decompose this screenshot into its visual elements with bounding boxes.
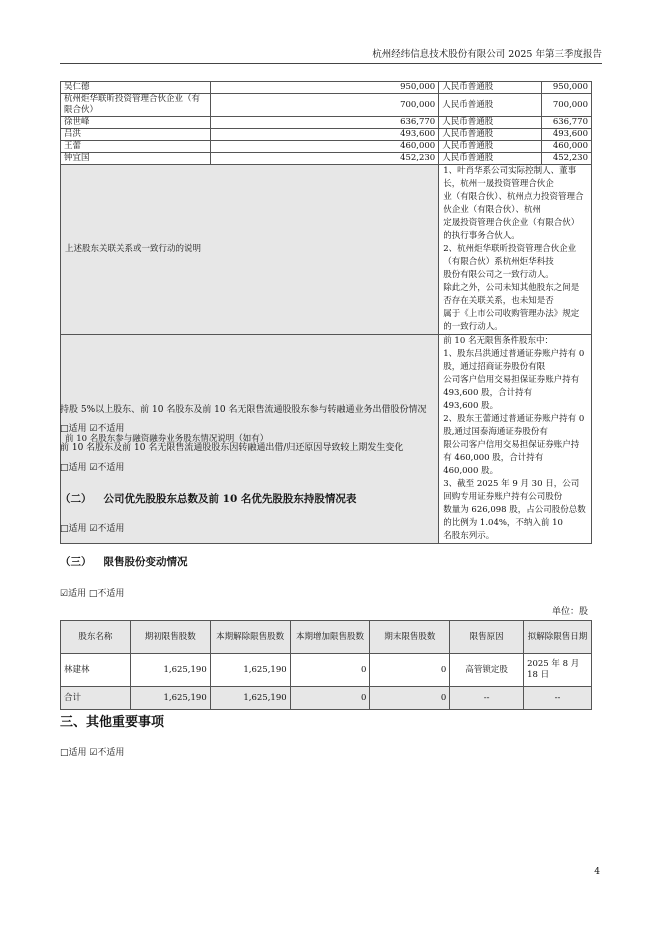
margin-label: 前 10 名股东参与融资融券业务股东情况说明（如有）	[61, 335, 439, 544]
margin-description	[439, 335, 592, 544]
lending-applicability: □适用 ☑不适用	[60, 424, 125, 434]
cell-added: 0	[290, 687, 370, 710]
table-row	[61, 141, 592, 153]
margin-line: 限公司客户信用交易担保证券账户持有 460,000 股，合计持有	[443, 440, 580, 463]
cell-released: 1,625,190	[210, 654, 290, 687]
holder-share-num: 636,770	[542, 117, 592, 129]
relation-line: 2、杭州炬华联昕投资管理合伙企业（有限合伙）系杭州炬华科技	[443, 244, 577, 267]
holder-share-type: 人民币普通股	[439, 129, 542, 141]
relation-label: 上述股东关联关系或一致行动的说明	[61, 165, 439, 335]
col-header: 股东名称	[61, 621, 131, 654]
relation-description	[439, 165, 592, 335]
table-row	[61, 117, 592, 129]
holder-share-num: 493,600	[542, 129, 592, 141]
cell-release-date: 2025 年 8 月 18 日	[524, 654, 592, 687]
holder-qty: 636,770	[210, 117, 439, 129]
col-header: 拟解除限售日期	[524, 621, 592, 654]
holder-qty: 950,000	[210, 82, 439, 94]
table-header-row	[61, 621, 592, 654]
table-row	[61, 654, 592, 687]
section-number: （二）	[60, 493, 92, 505]
relation-line: 除此之外，公司未知其他股东之间是否存在关联关系，也未知是否	[443, 283, 580, 306]
holder-share-type: 人民币普通股	[439, 94, 542, 117]
margin-line: 1、股东吕洪通过普通证券账户持有 0 股，通过招商证券股份有限	[443, 349, 585, 372]
holder-share-num: 700,000	[542, 94, 592, 117]
margin-line: 前 10 名无限售条件股东中：	[443, 336, 553, 346]
holder-name: 王蕾	[61, 141, 211, 153]
holder-qty: 452,230	[210, 153, 439, 165]
header-rule	[60, 63, 602, 64]
col-header: 限售原因	[450, 621, 524, 654]
margin-line: 公司客户信用交易担保证券账户持有 493,600 股，合计持有	[443, 375, 580, 398]
holder-share-type: 人民币普通股	[439, 117, 542, 129]
cell-begin: 1,625,190	[130, 654, 210, 687]
section-title: 限售股份变动情况	[103, 556, 188, 568]
cell-added: 0	[290, 654, 370, 687]
col-header: 本期解除限售股数	[210, 621, 290, 654]
restricted-shares-table	[60, 620, 592, 710]
table-row	[61, 129, 592, 141]
holder-qty: 700,000	[210, 94, 439, 117]
cell-reason: 高管锁定股	[450, 654, 524, 687]
restricted-applicability: ☑适用 □不适用	[60, 589, 125, 599]
holder-name: 吕洪	[61, 129, 211, 141]
margin-line: 460,000 股。	[443, 466, 499, 476]
relation-line: 业（有限合伙）、杭州点力投资管理合伙企业（有限合伙）、杭州	[443, 192, 584, 215]
cell-released: 1,625,190	[210, 687, 290, 710]
section-preferred-heading	[60, 491, 356, 506]
holder-name: 徐世峰	[61, 117, 211, 129]
holder-share-num: 452,230	[542, 153, 592, 165]
relation-line: 定晟投资管理合伙企业（有限合伙）的执行事务合伙人。	[443, 218, 580, 241]
table-row	[61, 82, 592, 94]
holder-name: 杭州炬华联昕投资管理合伙企业（有限合伙）	[61, 94, 211, 117]
report-header-title: 杭州经纬信息技术股份有限公司 2025 年第三季度报告	[372, 49, 602, 60]
holder-share-type: 人民币普通股	[439, 82, 542, 94]
cell-begin: 1,625,190	[130, 687, 210, 710]
section-other-matters-heading: 三、其他重要事项	[60, 715, 165, 730]
margin-line: 名股东列示。	[443, 531, 495, 541]
section-number: （三）	[60, 556, 92, 568]
section-title: 公司优先股股东总数及前 10 名优先股股东持股情况表	[103, 493, 357, 505]
table-row	[61, 94, 592, 117]
holder-name: 吴仁德	[61, 82, 211, 94]
relation-line: 属于《上市公司收购管理办法》规定的一致行动人。	[443, 309, 580, 332]
margin-line: 493,600 股。	[443, 401, 499, 411]
lending-note: 持股 5%以上股东、前 10 名股东及前 10 名无限售流通股股东参与转融通业务出借股份情况	[60, 405, 427, 415]
cell-holder: 林建林	[61, 654, 131, 687]
relation-line: 股份有限公司之一致行动人。	[443, 270, 554, 280]
table-row	[61, 153, 592, 165]
cell-reason: --	[450, 687, 524, 710]
table-row	[61, 687, 592, 710]
relation-row	[61, 165, 592, 335]
cell-release-date: --	[524, 687, 592, 710]
cell-end: 0	[370, 654, 450, 687]
margin-line: 数量为 626,098 股，占公司股份总数的比例为 1.04%，不纳入前 10	[443, 505, 586, 528]
holder-share-type: 人民币普通股	[439, 141, 542, 153]
other-matters-applicability: □适用 ☑不适用	[60, 748, 125, 758]
unit-label: 单位：股	[551, 607, 588, 617]
change-applicability: □适用 ☑不适用	[60, 463, 125, 473]
holder-share-num: 460,000	[542, 141, 592, 153]
col-header: 期初限售股数	[130, 621, 210, 654]
col-header: 本期增加限售股数	[290, 621, 370, 654]
holder-qty: 493,600	[210, 129, 439, 141]
holder-share-num: 950,000	[542, 82, 592, 94]
col-header: 期末限售股数	[370, 621, 450, 654]
preferred-applicability: □适用 ☑不适用	[60, 524, 125, 534]
change-note: 前 10 名股东及前 10 名无限售流通股股东因转融通出借/归还原因导致较上期发生变化	[60, 443, 404, 453]
cell-end: 0	[370, 687, 450, 710]
relation-line: 1、叶肖华系公司实际控制人、董事长，杭州一晟投资管理合伙企	[443, 166, 577, 189]
section-restricted-heading	[60, 554, 188, 569]
margin-line: 2、股东王蕾通过普通证券账户持有 0 股,通过国泰海通证券股份有	[443, 414, 585, 437]
cell-holder: 合计	[61, 687, 131, 710]
top-holders-table	[60, 81, 592, 544]
margin-line: 3、截至 2025 年 9 月 30 日，公司回购专用证券账户持有公司股份	[443, 479, 580, 502]
margin-row	[61, 335, 592, 544]
page-number: 4	[594, 867, 600, 877]
holder-share-type: 人民币普通股	[439, 153, 542, 165]
holder-qty: 460,000	[210, 141, 439, 153]
holder-name: 钟宜国	[61, 153, 211, 165]
